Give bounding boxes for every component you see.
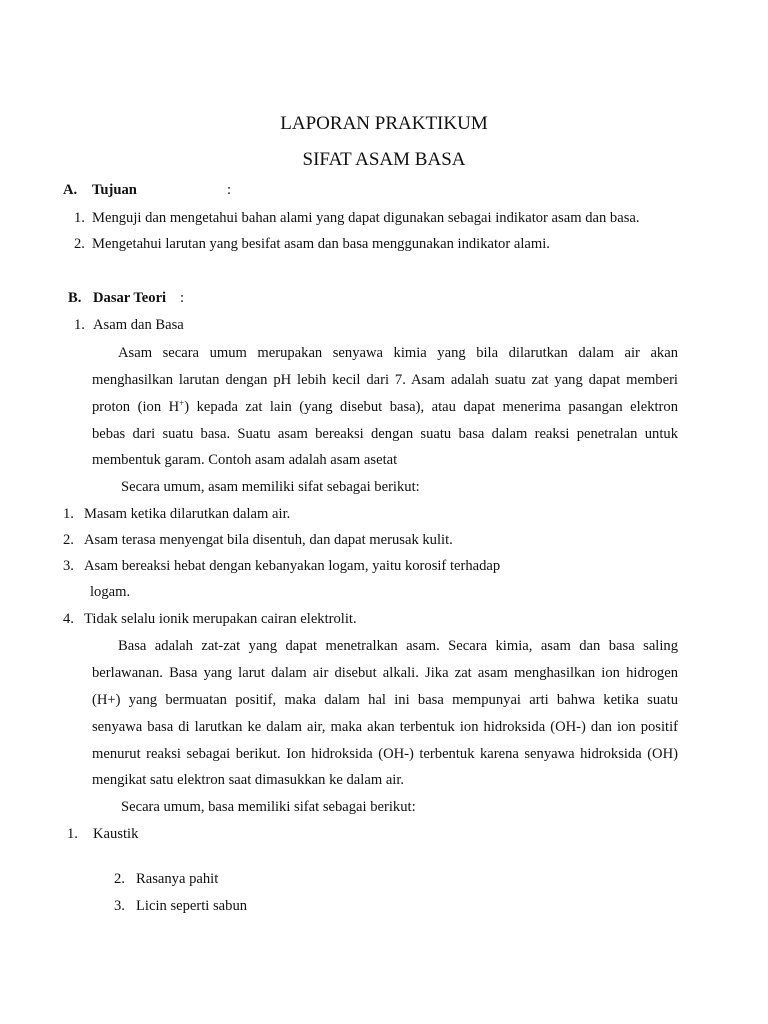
paragraph-line: mengikat satu elektron saat dimasukkan ke dalam air.	[92, 772, 405, 788]
paragraph-line: menurut reaksi sebagai berikut. Ion hidroksida (OH-) terbentuk karena senyawa hidroksida (OH)	[92, 746, 678, 762]
list-item: Licin seperti sabun	[136, 898, 248, 914]
section-a-heading: Tujuan	[92, 182, 137, 198]
subsection-title: Asam dan Basa	[93, 317, 184, 333]
paragraph-line: proton (ion H+) kepada zat lain (yang disebut basa), atau dapat menerima pasangan elektron	[92, 398, 678, 415]
base-properties-intro: Secara umum, basa memiliki sifat sebagai berikut:	[121, 799, 416, 815]
list-item: Masam ketika dilarutkan dalam air.	[84, 506, 291, 522]
paragraph-line: berlawanan. Basa yang larut dalam air disebut alkali. Jika zat asam menghasilkan ion hidrogen	[92, 665, 678, 681]
list-number: 1.	[63, 506, 74, 522]
list-number: 4.	[63, 611, 74, 627]
list-item: Rasanya pahit	[136, 871, 219, 887]
list-item: Kaustik	[93, 826, 139, 842]
paragraph-line: (H+) yang bermuatan positif, maka dalam hal ini basa mempunyai arti bahwa ketika suatu	[92, 692, 678, 708]
section-b-letter: B.	[68, 290, 82, 306]
acid-properties-intro: Secara umum, asam memiliki sifat sebagai berikut:	[121, 479, 420, 495]
section-b-colon: :	[180, 290, 185, 306]
list-number: 1.	[67, 826, 78, 842]
list-item: Asam terasa menyengat bila disentuh, dan dapat merusak kulit.	[84, 532, 453, 548]
objective-text: Mengetahui larutan yang besifat asam dan basa menggunakan indikator alami.	[92, 236, 550, 252]
paragraph-line: Basa adalah zat-zat yang dapat menetralkan asam. Secara kimia, asam dan basa saling	[118, 638, 678, 654]
paragraph-line: bebas dari suatu basa. Suatu asam bereaksi dengan suatu basa dalam reaksi penetralan untuk	[92, 426, 678, 442]
paragraph-line: menghasilkan larutan dengan pH lebih kecil dari 7. Asam adalah suatu zat yang dapat memberi	[92, 372, 678, 388]
section-a-letter: A.	[63, 182, 78, 198]
list-number: 3.	[63, 558, 74, 574]
objective-number: 1.	[74, 210, 85, 226]
section-a-colon: :	[227, 182, 232, 198]
list-item: Asam bereaksi hebat dengan kebanyakan logam, yaitu korosif terhadap	[84, 558, 501, 574]
list-number: 2.	[114, 871, 125, 887]
list-item: Tidak selalu ionik merupakan cairan elektrolit.	[84, 611, 357, 627]
report-subtitle: SIFAT ASAM BASA	[302, 149, 466, 170]
list-item-continuation: logam.	[90, 584, 131, 600]
report-title: LAPORAN PRAKTIKUM	[280, 113, 488, 134]
objective-number: 2.	[74, 236, 85, 252]
objective-text: Menguji dan mengetahui bahan alami yang dapat digunakan sebagai indikator asam dan basa.	[92, 210, 640, 226]
paragraph-line: senyawa basa di larutkan ke dalam air, maka akan terbentuk ion hidroksida (OH-) dan ion positif	[92, 719, 678, 735]
paragraph-line: membentuk garam. Contoh asam adalah asam asetat	[92, 452, 398, 468]
list-number: 2.	[63, 532, 74, 548]
subsection-number: 1.	[74, 317, 85, 333]
section-b-heading: Dasar Teori	[93, 290, 167, 306]
list-number: 3.	[114, 898, 125, 914]
paragraph-line: Asam secara umum merupakan senyawa kimia yang bila dilarutkan dalam air akan	[118, 345, 678, 361]
